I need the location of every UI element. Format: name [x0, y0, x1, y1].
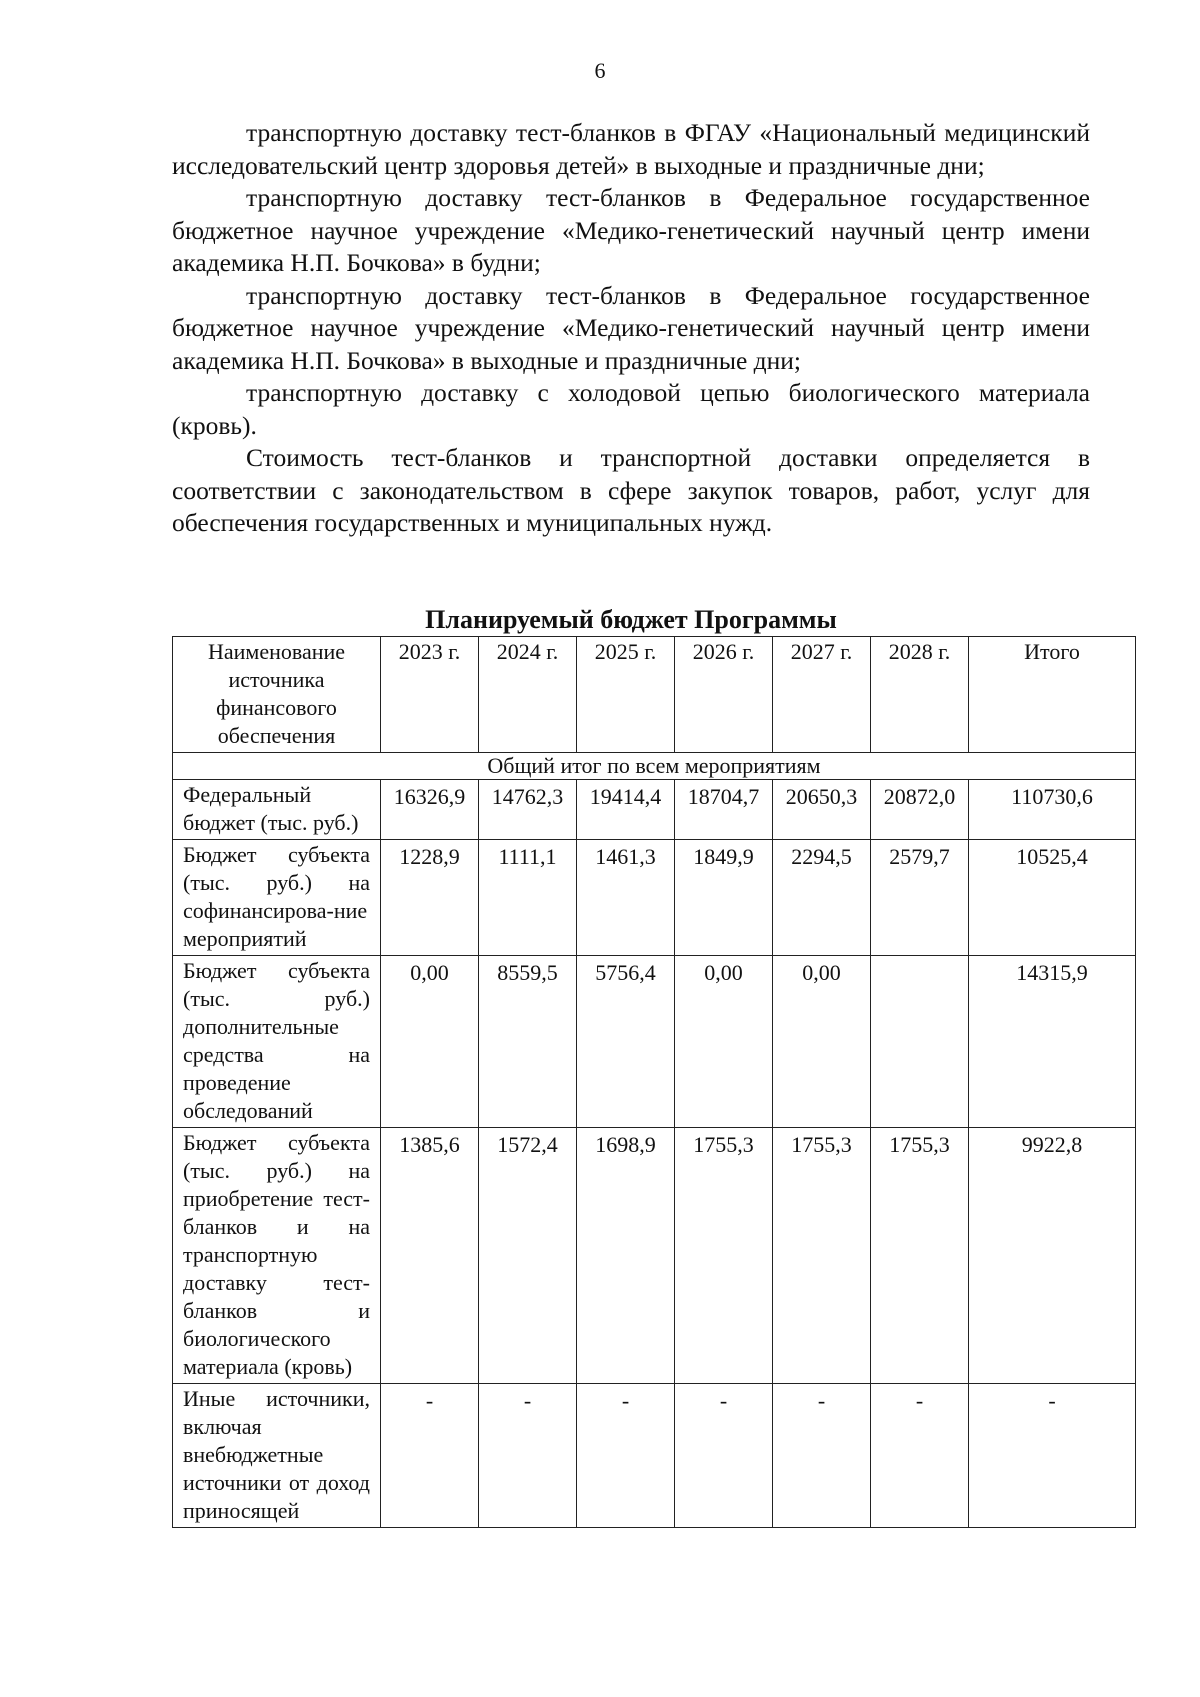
table-cell-total: 14315,9	[969, 956, 1136, 1128]
paragraph: транспортную доставку тест-бланков в Федеральное государственное бюджетное научное учреждение «Медико-генетический научный центр имени академика Н.П. Бочкова» в будни;	[172, 183, 1090, 277]
table-cell: 14762,3	[479, 780, 577, 840]
column-header: 2028 г.	[871, 637, 969, 753]
table-cell: 5756,4	[577, 956, 675, 1128]
table-cell: 20650,3	[773, 780, 871, 840]
page-number: 6	[594, 58, 606, 83]
table-title: Планируемый бюджет Программы	[425, 605, 837, 634]
table-header-row	[173, 637, 1136, 753]
table-cell: 2294,5	[773, 840, 871, 956]
table-row	[173, 956, 1136, 1128]
table-row	[173, 1384, 1136, 1528]
table-row	[173, 780, 1136, 840]
table-cell: 0,00	[675, 956, 773, 1128]
table-cell: 0,00	[381, 956, 479, 1128]
table-cell-total: 10525,4	[969, 840, 1136, 956]
paragraph: транспортную доставку с холодовой цепью биологического материала (кровь).	[172, 378, 1090, 440]
row-label: Бюджет субъекта (тыс. руб.) на софинансирова-ние мероприятий	[173, 840, 381, 956]
table-cell: 1849,9	[675, 840, 773, 956]
table-cell-total: 9922,8	[969, 1128, 1136, 1384]
table-cell: 0,00	[773, 956, 871, 1128]
table-cell: 1755,3	[773, 1128, 871, 1384]
table-cell: -	[871, 1384, 969, 1528]
table-cell-total: -	[969, 1384, 1136, 1528]
table-cell: 1461,3	[577, 840, 675, 956]
table-cell: 20872,0	[871, 780, 969, 840]
table-row	[173, 840, 1136, 956]
table-cell: -	[381, 1384, 479, 1528]
paragraph: транспортную доставку тест-бланков в ФГАУ «Национальный медицинский исследовательский центр здоровья детей» в выходные и праздничные дни;	[172, 118, 1090, 180]
table-cell: 1111,1	[479, 840, 577, 956]
table-cell: 1228,9	[381, 840, 479, 956]
column-header: 2027 г.	[773, 637, 871, 753]
column-header: 2026 г.	[675, 637, 773, 753]
table-cell: 1755,3	[871, 1128, 969, 1384]
column-header: 2024 г.	[479, 637, 577, 753]
table-cell-total: 110730,6	[969, 780, 1136, 840]
column-header: Наименование источника финансового обеспечения	[173, 637, 381, 753]
paragraph: Стоимость тест-бланков и транспортной доставки определяется в соответствии с законодательством в сфере закупок товаров, работ, услуг для обеспечения государственных и муниципальных нужд.	[172, 443, 1090, 537]
table-cell: 2579,7	[871, 840, 969, 956]
section-label: Общий итог по всем мероприятиям	[173, 753, 1136, 780]
table-cell: 18704,7	[675, 780, 773, 840]
table-cell	[871, 956, 969, 1128]
table-cell: -	[773, 1384, 871, 1528]
table-cell: -	[577, 1384, 675, 1528]
table-cell: -	[479, 1384, 577, 1528]
table-row	[173, 1128, 1136, 1384]
body-text	[172, 117, 1090, 540]
column-header: 2025 г.	[577, 637, 675, 753]
table-cell: 19414,4	[577, 780, 675, 840]
table-cell: 1698,9	[577, 1128, 675, 1384]
row-label: Иные источники, включая внебюджетные источники от доход приносящей	[173, 1384, 381, 1528]
section-row	[173, 753, 1136, 780]
table-cell: -	[675, 1384, 773, 1528]
table-cell: 16326,9	[381, 780, 479, 840]
budget-table	[172, 636, 1136, 1528]
table-cell: 8559,5	[479, 956, 577, 1128]
row-label: Бюджет субъекта (тыс. руб.) на приобретение тест-бланков и на транспортную доставку тест-бланков и биологического материала (кровь)	[173, 1128, 381, 1384]
column-header: 2023 г.	[381, 637, 479, 753]
row-label: Федеральный бюджет (тыс. руб.)	[173, 780, 381, 840]
row-label: Бюджет субъекта (тыс. руб.) дополнительные средства на проведение обследований	[173, 956, 381, 1128]
table-cell: 1572,4	[479, 1128, 577, 1384]
paragraph: транспортную доставку тест-бланков в Федеральное государственное бюджетное научное учреждение «Медико-генетический научный центр имени академика Н.П. Бочкова» в выходные и праздничные дни;	[172, 280, 1090, 375]
table-cell: 1385,6	[381, 1128, 479, 1384]
column-header: Итого	[969, 637, 1136, 753]
table-cell: 1755,3	[675, 1128, 773, 1384]
